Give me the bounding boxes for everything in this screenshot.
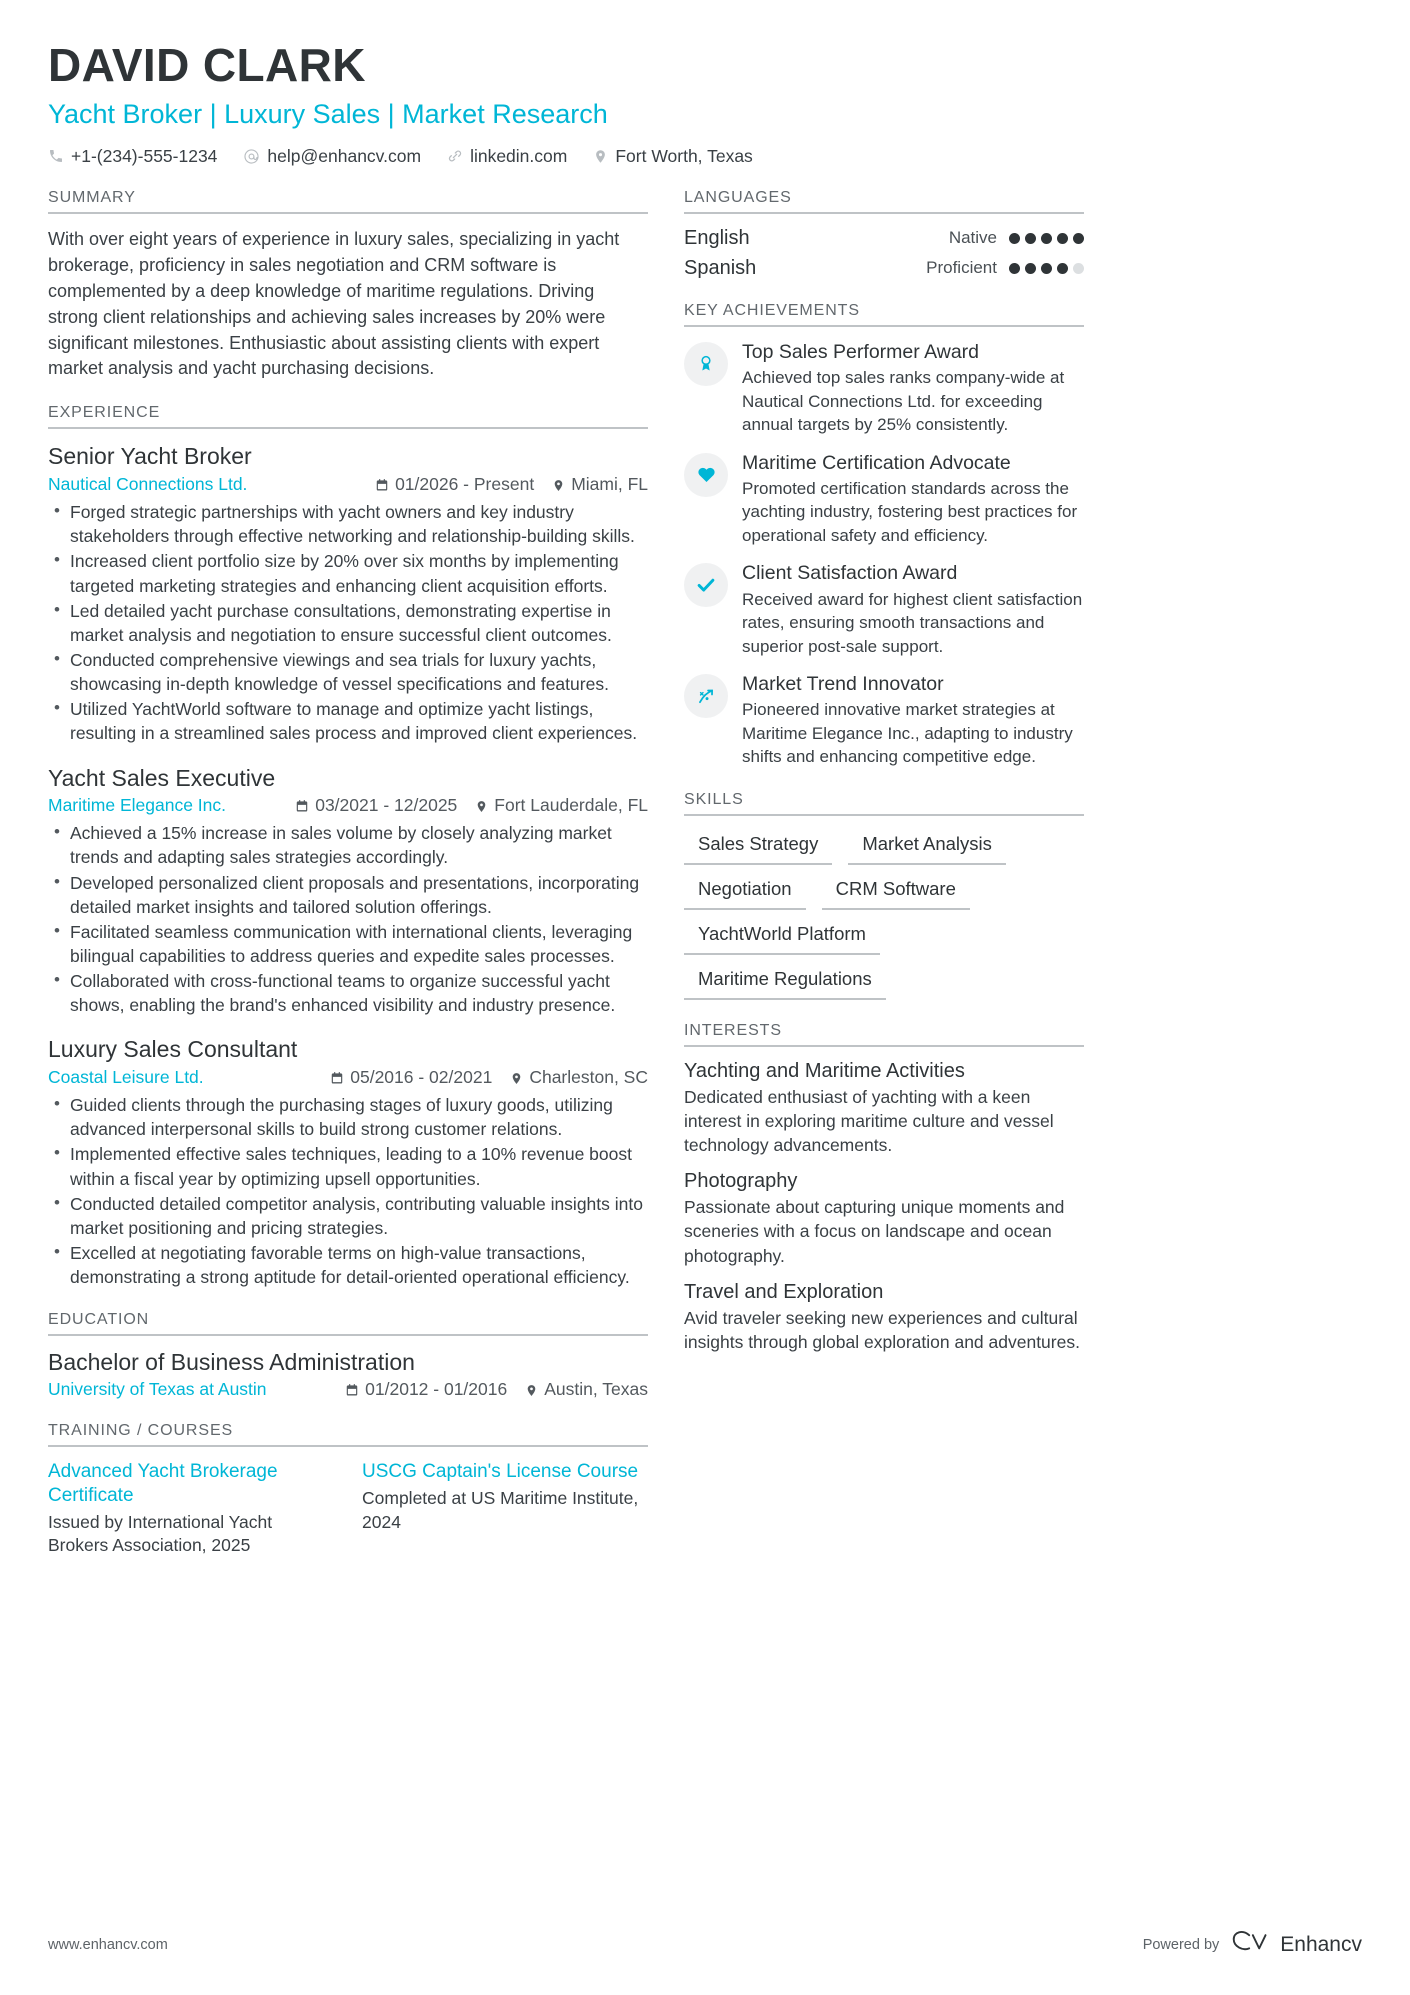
achievement-item [684, 561, 1084, 658]
location-icon [552, 476, 565, 497]
summary-text: With over eight years of experience in luxury sales, specializing in yacht brokerage, proficiency in sales negotiation and CRM software is complemented by a deep knowledge of maritime regulations. Driving strong client relationships and achieving sales increases by 20% were significant milestones. Enthusiastic about assisting clients with expert market analysis and yacht purchasing decisions. [48, 228, 620, 379]
rating-dot [1009, 263, 1020, 274]
left-column [48, 189, 648, 1580]
rating-dot [1025, 263, 1036, 274]
interest-title: Travel and Exploration [684, 1280, 884, 1303]
list-item: • Developed personalized client proposals and presentations, incorporating detailed market insights and tailored solution offerings. [48, 871, 648, 919]
skill-tag: CRM Software [822, 874, 970, 910]
page-footer [48, 1929, 1362, 1961]
list-item: • Implemented effective sales techniques, leading to a 10% revenue boost within a fiscal year by optimizing upsell opportunities. [48, 1142, 648, 1190]
achievement-desc: Achieved top sales ranks company-wide at Nautical Connections Ltd. for exceeding annual targets by 25% consistently. [742, 368, 1065, 435]
headline: Yacht Broker | Luxury Sales | Market Research [48, 98, 608, 129]
enhancv-wordmark: Enhancv [1280, 1933, 1362, 1956]
skills-list [684, 829, 1084, 1000]
job-bullets [48, 821, 648, 1017]
contact-location [593, 146, 752, 167]
contact-link[interactable] [447, 146, 567, 167]
rating-dot-empty [1073, 263, 1084, 274]
experience-item [48, 1035, 648, 1289]
language-rating-dots [1009, 263, 1084, 274]
interest-item [684, 1060, 1084, 1157]
job-title: Senior Yacht Broker [48, 443, 252, 470]
achievement-item [684, 451, 1084, 548]
section-education [48, 1311, 648, 1400]
location-icon [475, 797, 488, 818]
list-item: • Increased client portfolio size by 20% over six months by implementing targeted marketing strategies and enhancing client acquisition efforts. [48, 549, 648, 597]
job-meta [48, 795, 648, 816]
contact-link-text: linkedin.com [470, 145, 568, 166]
section-summary [48, 189, 648, 382]
rating-dot [1057, 263, 1068, 274]
achievement-desc: Pioneered innovative market strategies at Maritime Elegance Inc., adapting to industry shifts and enhancing competitive edge. [742, 700, 1073, 767]
rating-dot [1009, 233, 1020, 244]
skill-tag: Sales Strategy [684, 829, 832, 865]
list-item: • Excelled at negotiating favorable terms on high-value transactions, demonstrating a strong aptitude for detail-oriented operational efficiency. [48, 1241, 648, 1289]
calendar-icon [345, 1381, 359, 1402]
job-bullets [48, 500, 648, 745]
language-item [684, 257, 1084, 280]
achievement-desc: Promoted certification standards across the yachting industry, fostering best practices for operational safety and efficiency. [742, 479, 1078, 545]
job-location: Miami, FL [571, 474, 648, 495]
job-dates: 03/2021 - 12/2025 [315, 795, 458, 816]
interest-item [684, 1281, 1084, 1354]
right-column [684, 189, 1084, 1376]
trend-arrow-icon [684, 674, 728, 718]
language-name: Spanish [684, 256, 757, 279]
job-dates: 05/2016 - 02/2021 [350, 1067, 493, 1088]
interest-desc: Passionate about capturing unique moments and sceneries with a focus on landscape and ocean photography. [684, 1197, 1065, 1266]
skills-heading: SKILLS [684, 791, 1084, 816]
training-item [48, 1460, 334, 1558]
job-meta [48, 1067, 648, 1088]
list-item: • Forged strategic partnerships with yacht owners and key industry stakeholders through effective networking and relationship-building skills. [48, 500, 648, 548]
heart-icon [684, 453, 728, 497]
achievement-title: Market Trend Innovator [742, 673, 944, 696]
location-icon [525, 1381, 538, 1402]
section-skills [684, 791, 1084, 1000]
location-icon [510, 1069, 523, 1090]
list-item: • Conducted comprehensive viewings and sea trials for luxury yachts, showcasing in-depth knowledge of vessel specifications and features. [48, 648, 648, 696]
section-achievements [684, 302, 1084, 769]
job-location-chip [552, 474, 648, 495]
job-location-chip [510, 1067, 648, 1088]
skill-tag: Maritime Regulations [684, 964, 886, 1000]
calendar-icon [295, 797, 309, 818]
experience-item [48, 442, 648, 745]
rating-dot [1073, 233, 1084, 244]
email-icon [243, 148, 260, 165]
education-meta [48, 1379, 648, 1400]
achievement-item [684, 672, 1084, 769]
skill-tag: YachtWorld Platform [684, 919, 880, 955]
footer-powered-by: Powered by [1142, 1937, 1220, 1953]
job-location: Charleston, SC [529, 1067, 648, 1088]
interest-desc: Dedicated enthusiast of yachting with a keen interest in exploring maritime culture and vessel technology advancements. [684, 1086, 1054, 1156]
language-level: Proficient [926, 258, 997, 278]
education-dates: 01/2012 - 01/2016 [365, 1379, 508, 1400]
footer-website[interactable]: www.enhancv.com [48, 1937, 168, 1953]
language-name: English [684, 226, 750, 249]
job-dates-chip [295, 795, 457, 816]
achievement-title: Client Satisfaction Award [742, 562, 958, 585]
languages-heading: LANGUAGES [684, 189, 1084, 214]
list-item: • Collaborated with cross-functional teams to organize successful yacht shows, enabling the brand's enhanced visibility and industry presence. [48, 969, 648, 1017]
interests-heading: INTERESTS [684, 1022, 1084, 1047]
list-item: • Utilized YachtWorld software to manage and optimize yacht listings, resulting in a streamlined sales process and improved client experiences. [48, 697, 648, 745]
job-meta [48, 474, 648, 495]
language-level: Native [948, 228, 997, 248]
list-item: • Conducted detailed competitor analysis, contributing valuable insights into market positioning and pricing strategies. [48, 1192, 648, 1240]
training-item [362, 1460, 648, 1558]
training-title[interactable]: Advanced Yacht Brokerage Certificate [48, 1461, 278, 1506]
skill-tag: Negotiation [684, 874, 806, 910]
education-heading: EDUCATION [48, 1311, 648, 1336]
job-title: Yacht Sales Executive [48, 764, 276, 791]
training-grid [48, 1460, 648, 1558]
contact-phone-text: +1-(234)-555-1234 [71, 145, 218, 166]
page-title: DAVID CLARK [48, 39, 366, 91]
job-location-chip [475, 795, 648, 816]
achievement-item [684, 340, 1084, 437]
job-dates-chip [375, 474, 534, 495]
job-company[interactable]: Maritime Elegance Inc. [48, 795, 226, 816]
achievement-title: Maritime Certification Advocate [742, 451, 1011, 474]
education-degree: Bachelor of Business Administration [48, 1349, 415, 1376]
rating-dot [1025, 233, 1036, 244]
job-location: Fort Lauderdale, FL [494, 795, 648, 816]
section-experience [48, 404, 648, 1289]
list-item: • Facilitated seamless communication with international clients, leveraging bilingual capabilities to address queries and expedite sales processes. [48, 920, 648, 968]
job-dates: 01/2026 - Present [395, 474, 535, 495]
location-icon [593, 149, 608, 164]
skill-tag: Market Analysis [848, 829, 1006, 865]
interest-title: Photography [684, 1170, 798, 1193]
training-title[interactable]: USCG Captain's License Course [362, 1461, 639, 1483]
resume-header [48, 40, 1362, 167]
experience-heading: EXPERIENCE [48, 404, 648, 429]
list-item: • Led detailed yacht purchase consultations, demonstrating expertise in market analysis and negotiation to ensure successful client outcomes. [48, 599, 648, 647]
job-company[interactable]: Coastal Leisure Ltd. [48, 1067, 204, 1088]
rating-dot [1041, 263, 1052, 274]
contact-location-text: Fort Worth, Texas [615, 145, 753, 166]
achievement-desc: Received award for highest client satisfaction rates, ensuring smooth transactions and superior post-sale support. [742, 589, 1083, 656]
job-title: Luxury Sales Consultant [48, 1036, 298, 1063]
medal-pin-icon [684, 342, 728, 386]
interest-title: Yachting and Maritime Activities [684, 1059, 965, 1082]
check-icon [684, 563, 728, 607]
interest-item [684, 1170, 1084, 1267]
interest-desc: Avid traveler seeking new experiences and cultural insights through global exploration and adventures. [684, 1307, 1080, 1352]
content-columns [48, 189, 1362, 1580]
education-school[interactable]: University of Texas at Austin [48, 1379, 267, 1400]
section-training [48, 1422, 648, 1558]
phone-icon [48, 148, 64, 164]
enhancv-mark-icon [1231, 1929, 1271, 1961]
enhancv-logo [1231, 1929, 1362, 1961]
achievements-heading: KEY ACHIEVEMENTS [684, 302, 1084, 327]
contact-email[interactable] [243, 146, 421, 167]
achievement-title: Top Sales Performer Award [742, 340, 979, 363]
section-languages [684, 189, 1084, 280]
education-dates-chip [345, 1379, 507, 1400]
contact-phone[interactable] [48, 146, 217, 167]
training-desc: Issued by International Yacht Brokers Association, 2025 [48, 1511, 273, 1556]
language-item [684, 227, 1084, 250]
section-interests [684, 1022, 1084, 1354]
training-heading: TRAINING / COURSES [48, 1422, 648, 1447]
experience-item [48, 764, 648, 1018]
language-rating-dots [1009, 233, 1084, 244]
link-icon [447, 148, 463, 164]
job-company[interactable]: Nautical Connections Ltd. [48, 474, 248, 495]
training-desc: Completed at US Maritime Institute, 2024 [362, 1488, 639, 1532]
calendar-icon [375, 476, 389, 497]
list-item: • Achieved a 15% increase in sales volume by closely analyzing market trends and adapting sales strategies accordingly. [48, 821, 648, 869]
education-location: Austin, Texas [544, 1379, 648, 1400]
summary-heading: SUMMARY [48, 189, 648, 214]
contact-row [48, 146, 1362, 167]
contact-email-text: help@enhancv.com [267, 145, 422, 166]
rating-dot [1057, 233, 1068, 244]
job-bullets [48, 1093, 648, 1289]
job-dates-chip [330, 1067, 492, 1088]
list-item: • Guided clients through the purchasing stages of luxury goods, utilizing advanced interpersonal skills to build strong customer relations. [48, 1093, 648, 1141]
calendar-icon [330, 1069, 344, 1090]
rating-dot [1041, 233, 1052, 244]
education-location-chip [525, 1379, 648, 1400]
